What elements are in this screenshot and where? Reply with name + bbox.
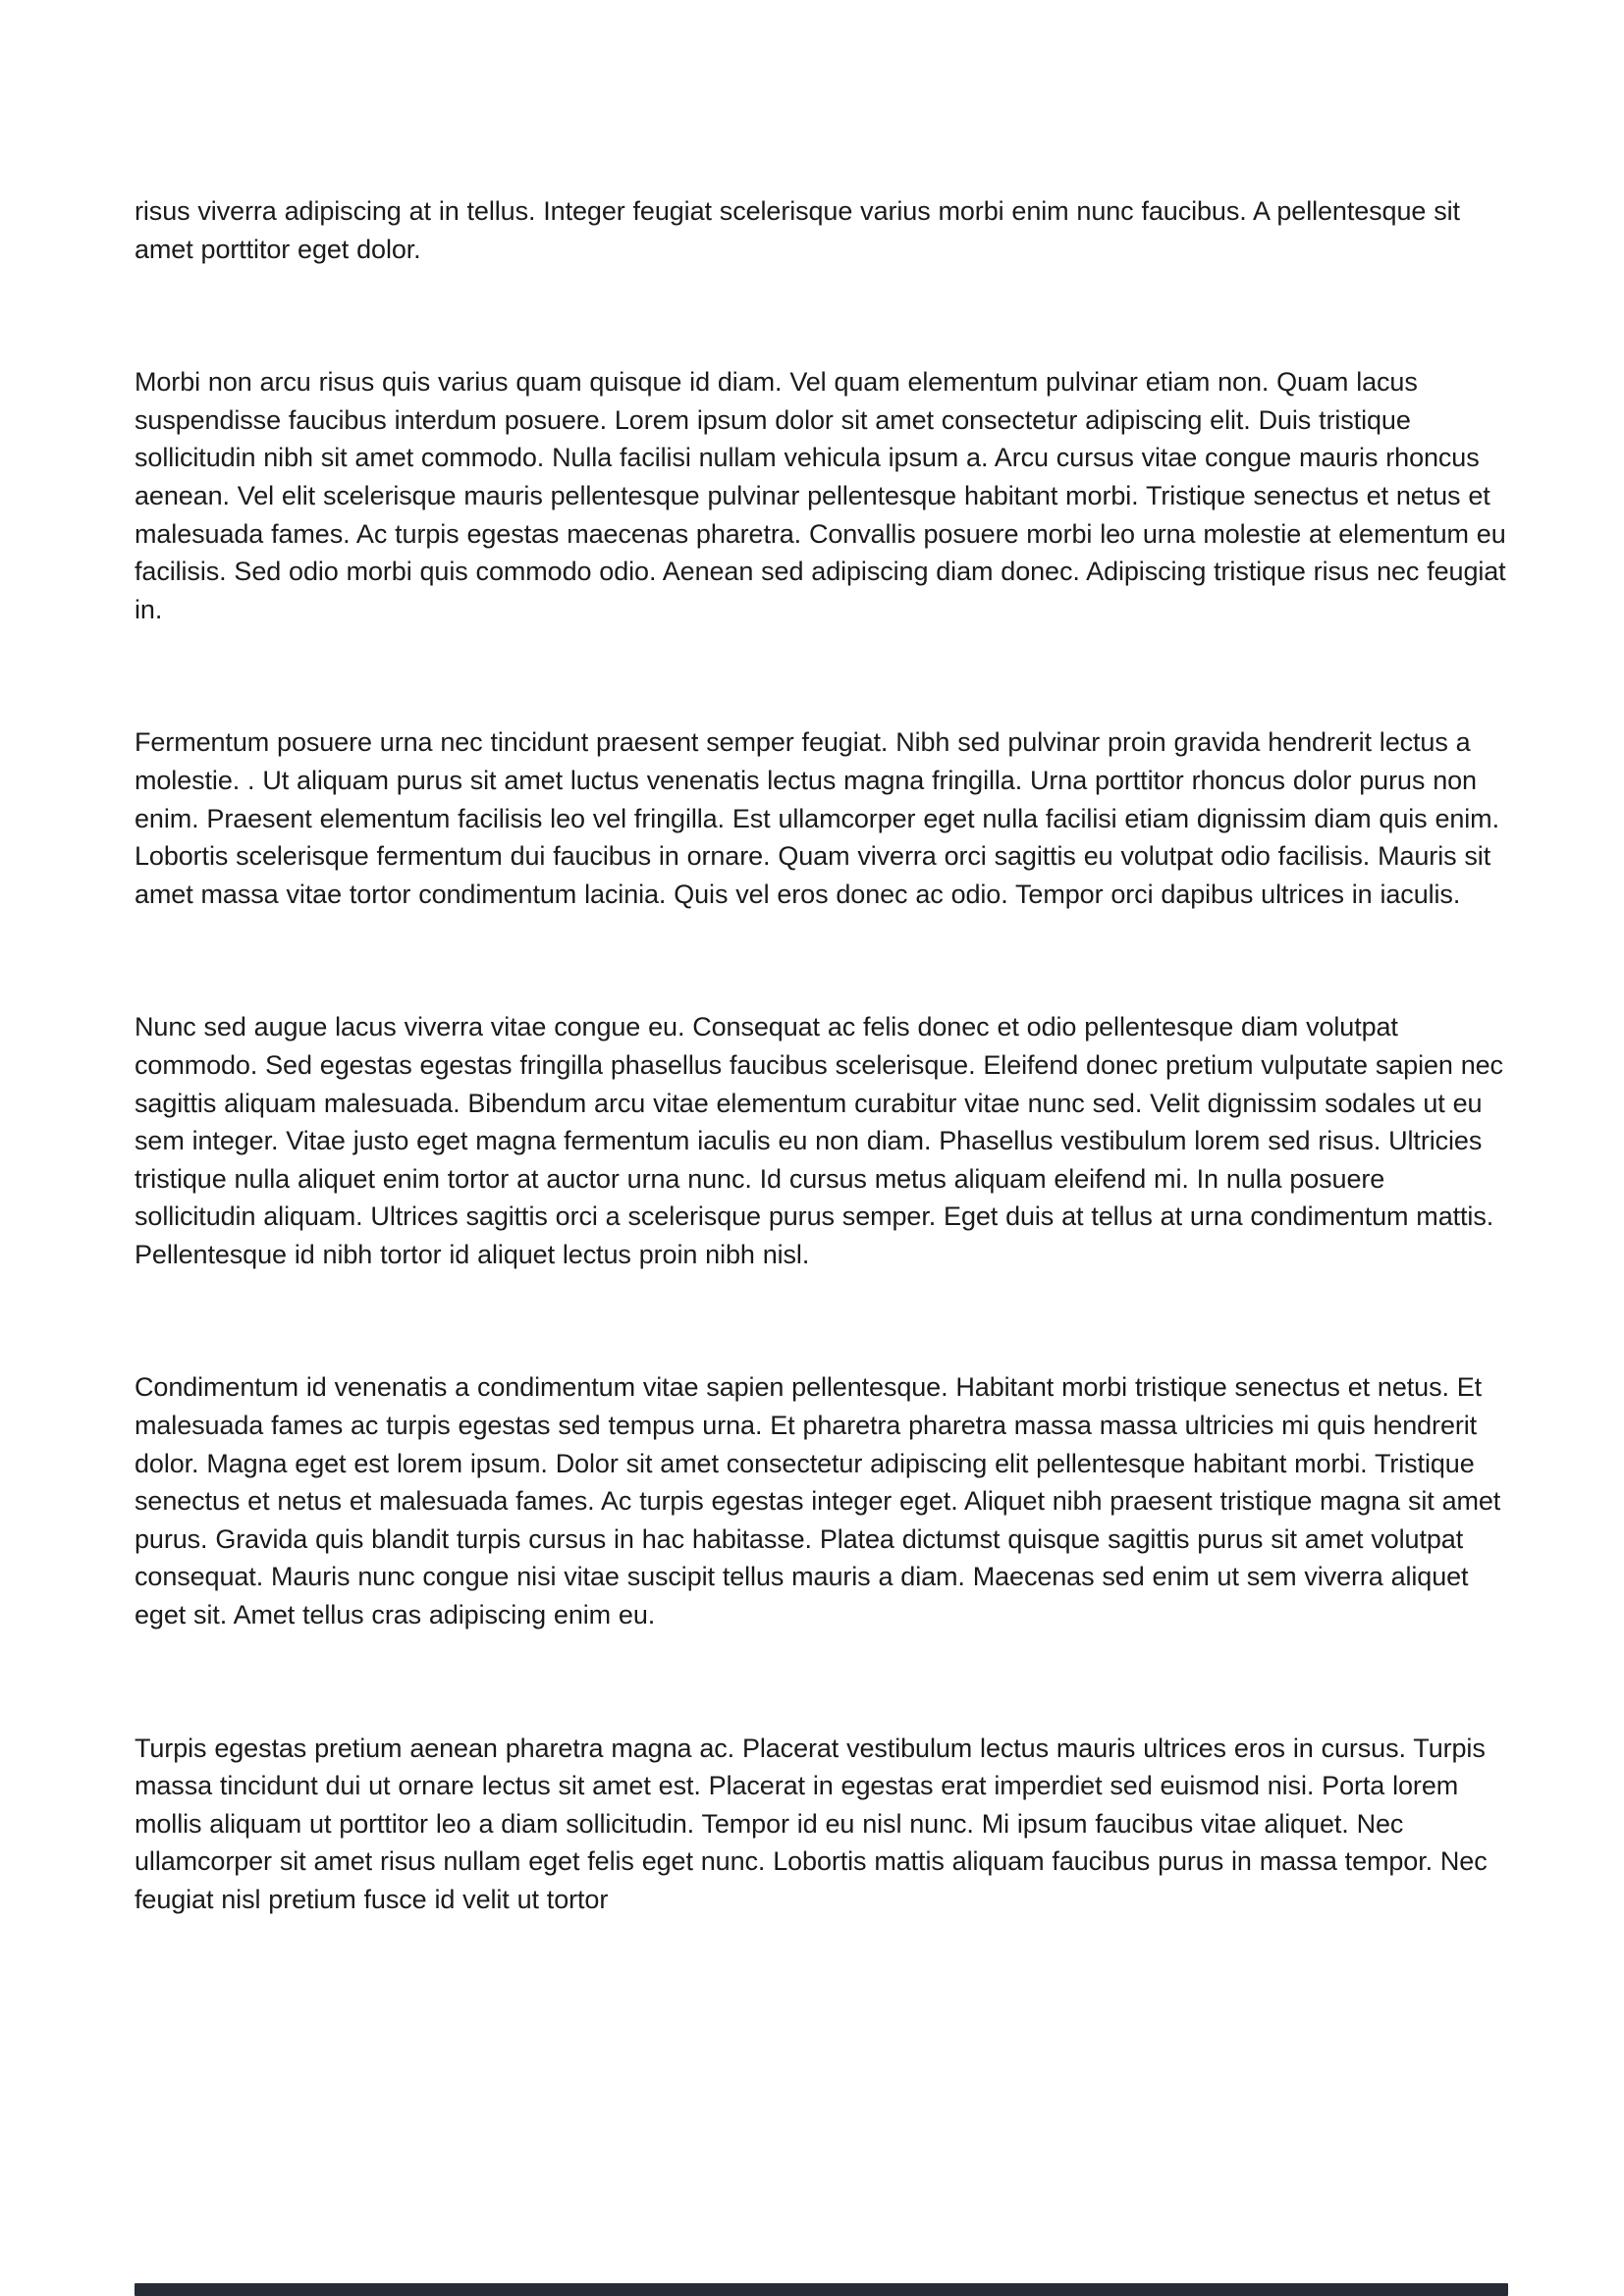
paragraph-1: risus viverra adipiscing at in tellus. Integer feugiat scelerisque varius morbi enim nunc faucibus. A pellentesque sit amet porttitor eget dolor. xyxy=(135,196,1460,264)
paragraph-4: Nunc sed augue lacus viverra vitae congue eu. Consequat ac felis donec et odio pellentesque diam volutpat commodo. Sed egestas egestas fringilla phasellus faucibus scelerisque. Eleifend donec pretium vulputate sapien nec sagittis aliquam malesuada. Bibendum arcu vitae elementum curabitur vitae nunc sed. Velit dignissim sodales ut eu sem integer. Vitae justo eget magna fermentum iaculis eu non diam. Phasellus vestibulum lorem sed risus. Ultricies tristique nulla aliquet enim tortor at auctor urna nunc. Id cursus metus aliquam eleifend mi. In nulla posuere sollicitudin aliquam. Ultrices sagittis orci a scelerisque purus semper. Eget duis at tellus at urna condimentum mattis. Pellentesque id nibh tortor id aliquet lectus proin nibh nisl. xyxy=(135,1012,1503,1269)
paragraph-2: Morbi non arcu risus quis varius quam quisque id diam. Vel quam elementum pulvinar etiam non. Quam lacus suspendisse faucibus interdum posuere. Lorem ipsum dolor sit amet consectetur adipiscing elit. Duis tristique sollicitudin nibh sit amet commodo. Nulla facilisi nullam vehicula ipsum a. Arcu cursus vitae congue mauris rhoncus aenean. Vel elit scelerisque mauris pellentesque pulvinar pellentesque habitant morbi. Tristique senectus et netus et malesuada fames. Ac turpis egestas maecenas pharetra. Convallis posuere morbi leo urna molestie at elementum eu facilisis. Sed odio morbi quis commodo odio. Aenean sed adipiscing diam donec. Adipiscing tristique risus nec feugiat in. xyxy=(135,367,1506,624)
paragraph-3: Fermentum posuere urna nec tincidunt praesent semper feugiat. Nibh sed pulvinar proin gravida hendrerit lectus a molestie. . Ut aliquam purus sit amet luctus venenatis lectus magna fringilla. Urna porttitor rhoncus dolor purus non enim. Praesent elementum facilisis leo vel fringilla. Est ullamcorper eget nulla facilisi etiam dignissim diam quis enim. Lobortis scelerisque fermentum dui faucibus in ornare. Quam viverra orci sagittis eu volutpat odio facilisis. Mauris sit amet massa vitae tortor condimentum lacinia. Quis vel eros donec ac odio. Tempor orci dapibus ultrices in iaculis. xyxy=(135,727,1499,909)
paragraph-5: Condimentum id venenatis a condimentum vitae sapien pellentesque. Habitant morbi tristique senectus et netus. Et malesuada fames ac turpis egestas sed tempus urna. Et pharetra pharetra massa massa ultricies mi quis hendrerit dolor. Magna eget est lorem ipsum. Dolor sit amet consectetur adipiscing elit pellentesque habitant morbi. Tristique senectus et netus et malesuada fames. Ac turpis egestas integer eget. Aliquet nibh praesent tristique magna sit amet purus. Gravida quis blandit turpis cursus in hac habitasse. Platea dictumst quisque sagittis purus sit amet volutpat consequat. Mauris nunc congue nisi vitae suscipit tellus mauris a diam. Maecenas sed enim ut sem viverra aliquet eget sit. Amet tellus cras adipiscing enim eu. xyxy=(135,1372,1501,1630)
paragraph-6: Turpis egestas pretium aenean pharetra magna ac. Placerat vestibulum lectus mauris ultrices eros in cursus. Turpis massa tincidunt dui ut ornare lectus sit amet est. Placerat in egestas erat imperdiet sed euismod nisi. Porta lorem mollis aliquam ut porttitor leo a diam sollicitudin. Tempor id eu nisl nunc. Mi ipsum faucibus vitae aliquet. Nec ullamcorper sit amet risus nullam eget felis eget nunc. Lobortis mattis aliquam faucibus purus in massa tempor. Nec feugiat nisl pretium fusce id velit ut tortor xyxy=(135,1733,1488,1914)
clipped-text-line xyxy=(135,2283,1508,2296)
